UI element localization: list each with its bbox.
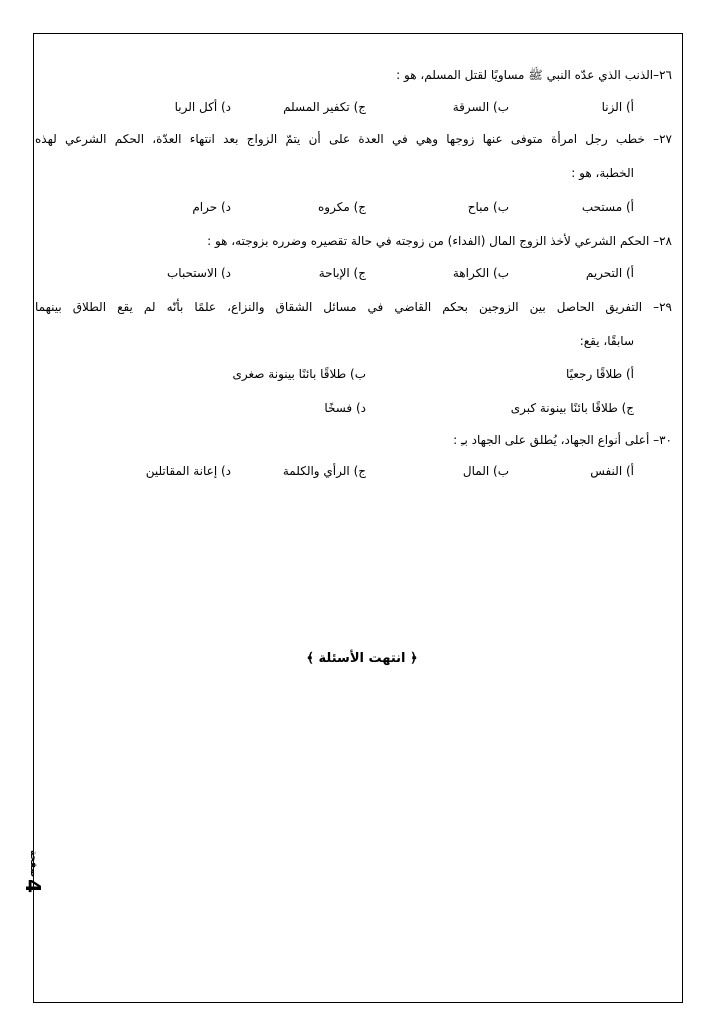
q30-option-b: ب) المال	[462, 464, 509, 478]
q27-option-d: د) حرام	[192, 200, 231, 214]
question-29-stem-line1: ٢٩– التفريق الحاصل بين الزوجين بحكم القاضي في مسائل الشقاق والنزاع، علمًا بأنّه لم يقع الطلاق بينهما	[35, 300, 672, 314]
page-number	[18, 849, 48, 893]
q29-option-c: ج) طلاقًا بائنًا بينونة كبرى	[510, 401, 634, 415]
end-of-questions-heading: ﴿ انتهت الأسئلة ﴾	[306, 651, 418, 666]
q27-option-a: أ) مستحب	[581, 200, 634, 214]
q30-option-a: أ) النفس	[590, 464, 634, 478]
q29-option-d: د) فسخًا	[324, 401, 366, 415]
q28-option-c: ج) الإباحة	[318, 266, 366, 280]
q28-option-b: ب) الكراهة	[452, 266, 509, 280]
question-27-stem-line1: ٢٧– خطب رجل امرأة متوفى عنها زوجها وهي في العدة على أن يتمّ الزواج بعد انتهاء العدّة، الحكم الشرعي لهذه	[35, 132, 672, 146]
q29-option-b: ب) طلاقًا بائنًا بينونة صغرى	[232, 367, 366, 381]
q29-option-a: أ) طلاقًا رجعيًا	[565, 367, 634, 381]
question-28-stem: ٢٨– الحكم الشرعي لأخذ الزوج المال (الفداء) من زوجته في حالة تقصيره وضرره بزوجته، هو :	[207, 234, 672, 248]
q27-option-c: ج) مكروه	[318, 200, 366, 214]
q30-option-c: ج) الرأي والكلمة	[282, 464, 366, 478]
q28-option-d: د) الاستحباب	[166, 266, 231, 280]
question-30-stem: ٣٠– أعلى أنواع الجهاد، يُطلق على الجهاد بـِ :	[453, 433, 672, 447]
q26-option-a: أ) الزنا	[601, 100, 634, 114]
page-number-value: 4	[21, 879, 45, 893]
q26-option-b: ب) السرقة	[452, 100, 509, 114]
q30-option-d: د) إعانة المقاتلين	[145, 464, 231, 478]
q28-option-a: أ) التحريم	[585, 266, 634, 280]
page-number-label: صفحة	[28, 849, 38, 878]
question-27-stem-line2: الخطبة، هو :	[571, 166, 634, 180]
q26-option-c: ج) تكفير المسلم	[283, 100, 366, 114]
question-26-stem: ٢٦–الذنب الذي عدّه النبي ﷺ مساويًا لقتل المسلم، هو :	[396, 68, 672, 82]
q27-option-b: ب) مباح	[467, 200, 509, 214]
question-29-stem-line2: سابقًا، يقع:	[579, 334, 634, 348]
q26-option-d: د) أكل الربا	[174, 100, 231, 114]
